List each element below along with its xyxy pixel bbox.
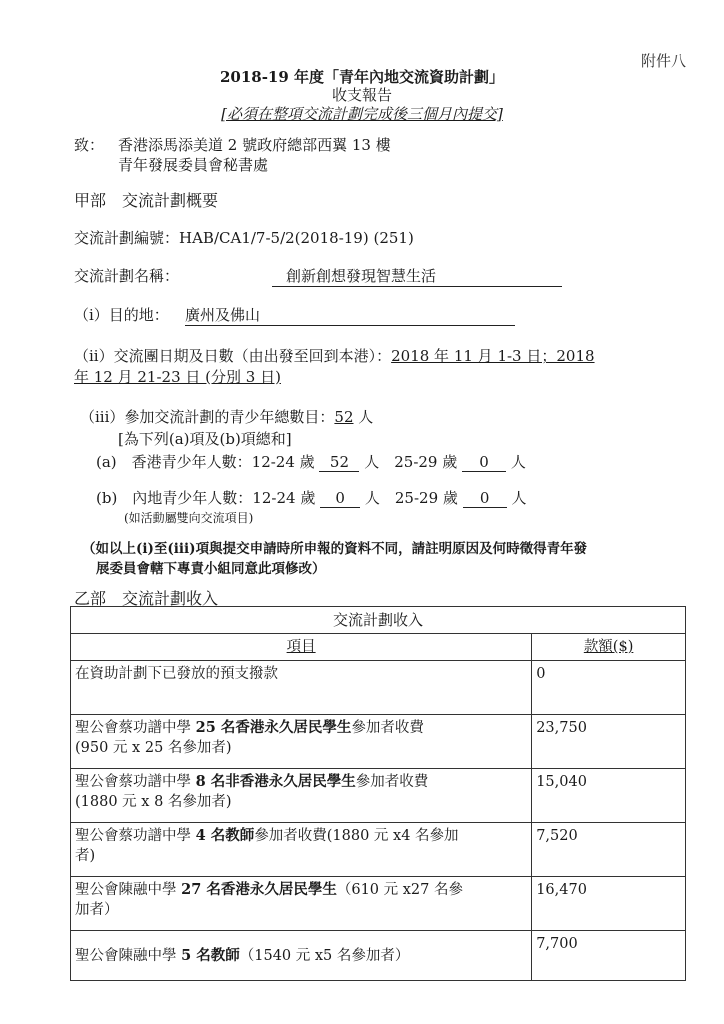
mainland-youth-12-24: 0 [320,489,360,508]
recipient-address: 香港添馬添美道 2 號政府總部西翼 13 樓 [118,136,391,154]
income-table [70,606,686,981]
row-item: 聖公會蔡功譜中學 8 名非香港永久居民學生參加者收費 (1880 元 x 8 名參加者) [71,769,532,823]
annex-label: 附件八 [640,52,686,70]
total-youth-value: 52 [334,408,354,426]
income-table-title: 交流計劃收入 [71,607,686,634]
table-title-row [71,607,686,634]
mainland-youth-mid: 人 25-29 歲 [364,489,458,507]
table-row [71,823,686,877]
hk-youth-25-29: 0 [462,453,506,472]
hk-youth-12-24: 52 [319,453,359,472]
destination-label: （i）目的地： [74,306,169,324]
project-ref-value: HAB/CA1/7-5/2(2018-19) (251) [179,229,414,247]
part-a-heading: 甲部 交流計劃概要 [74,191,219,210]
recipient-office: 青年發展委員會秘書處 [118,156,269,174]
dates-row [74,345,595,366]
recipient-label: 致： [74,136,105,154]
column-header-amount: 款額($) [532,634,686,661]
row-amount: 7,520 [532,823,686,877]
table-row [71,715,686,769]
hk-youth-unit: 人 [510,453,526,471]
table-row [71,877,686,931]
row-amount: 7,700 [532,931,686,981]
row-item: 聖公會陳融中學 5 名教師（1540 元 x5 名參加者） [71,931,532,981]
row-item: 聖公會蔡功譜中學 25 名香港永久居民學生參加者收費 (950 元 x 25 名參加者) [71,715,532,769]
table-row [71,769,686,823]
destination-value: 廣州及佛山 [185,304,515,326]
row-item: 在資助計劃下已發放的預支撥款 [71,661,532,715]
column-header-item: 項目 [71,634,532,661]
row-item: 聖公會陳融中學 27 名香港永久居民學生（610 元 x27 名參 加者） [71,877,532,931]
hk-youth-row [96,451,526,472]
row-item: 聖公會蔡功譜中學 4 名教師參加者收費(1880 元 x4 名參加 者) [71,823,532,877]
dates-value-line2: 年 12 月 21-23 日 (分別 3 日) [74,368,281,386]
mainland-youth-label: (b) 內地青少年人數：12-24 歲 [96,489,316,507]
hk-youth-label: (a) 香港青少年人數：12-24 歲 [96,453,315,471]
submission-deadline-note: [必須在整項交流計劃完成後三個月內提交] [221,105,503,123]
dates-value-line1: 2018 年 11 月 1-3 日；2018 [391,347,595,365]
project-name-value: 創新創想發現智慧生活 [272,265,562,287]
change-note-line1: （如以上(i)至(iii)項與提交申請時所申報的資料不同，請註明原因及何時徵得青年發 [82,541,588,557]
report-subtitle: 收支報告 [331,86,392,104]
row-amount: 16,470 [532,877,686,931]
row-amount: 23,750 [532,715,686,769]
total-youth-unit: 人 [358,408,374,426]
mainland-youth-25-29: 0 [463,489,507,508]
dates-value-line2-row [74,366,281,387]
mainland-youth-unit: 人 [511,489,527,507]
table-header-row [71,634,686,661]
report-title: 2018-19 年度「青年內地交流資助計劃」 [219,68,505,86]
change-note-line2: 展委員會轄下專責小組同意此項修改） [96,561,326,577]
table-row [71,661,686,715]
hk-youth-mid: 人 25-29 歲 [364,453,458,471]
part-b-heading: 乙部 交流計劃收入 [74,589,219,608]
sum-note: [為下列(a)項及(b)項總和] [118,430,292,448]
dates-label: （ii）交流團日期及日數（由出發至回到本港）： [74,347,392,365]
total-youth-row [80,406,373,427]
table-row [71,931,686,981]
row-amount: 15,040 [532,769,686,823]
mainland-youth-row [96,487,526,508]
project-name-label: 交流計劃名稱： [74,267,180,285]
two-way-note: (如活動屬雙向交流項目) [124,511,254,525]
project-ref-label: 交流計劃編號： [74,229,180,247]
total-youth-label: （iii）參加交流計劃的青少年總數目： [80,408,335,426]
project-ref-row [74,227,414,248]
row-amount: 0 [532,661,686,715]
